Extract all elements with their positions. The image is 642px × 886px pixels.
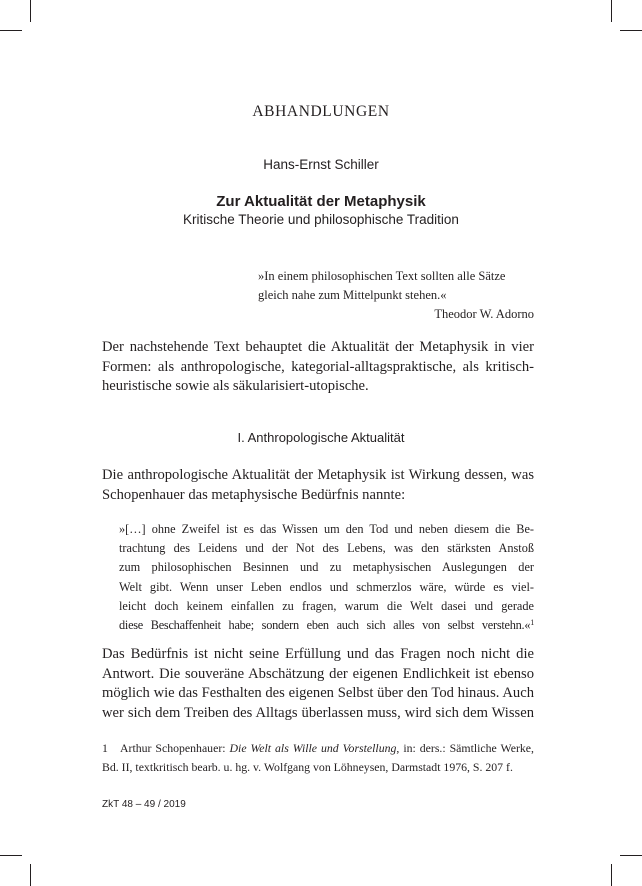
crop-mark-bottom-left-vertical [30,864,31,886]
paragraph-line: Das Bedürfnis ist nicht seine Erfüllung und das Fragen noch nicht die [102,646,534,662]
footnote-reference[interactable]: 1 [530,618,534,628]
body-paragraph [102,466,534,505]
paragraph-line: heuristische sowie als säkularisiert-utopische. [102,378,369,394]
section-title: I. Anthropologische Aktualität [237,430,405,445]
paragraph-line: Die anthropologische Aktualität der Metaphysik ist Wirkung dessen, was [102,467,534,483]
epigraph-attribution: Theodor W. Adorno [434,307,534,321]
epigraph-line: gleich nahe zum Mittelpunkt stehen.« [258,288,447,302]
quote-text: diese Beschaffenheit habe; sondern eben auch sich alles von selbst verstehn.« [119,618,531,633]
block-quote [119,520,534,635]
footnote-line [102,739,534,758]
footnote-text: , in: ders.: Sämtliche Werke, [396,741,534,755]
crop-mark-bottom-left-horizontal [0,855,22,856]
footnote-work-title: Die Welt als Wille und Vorstellung [229,741,397,755]
quote-line: leicht doch keinem einfallen zu fragen, warum die Welt dasei und gerade [119,598,534,613]
crop-mark-bottom-right-vertical [611,864,612,886]
article-title: Zur Aktualität der Metaphysik [216,193,426,210]
crop-mark-top-right-vertical [611,0,612,22]
footnote-author: Arthur Schopenhauer: [120,741,226,755]
article-subtitle: Kritische Theorie und philosophische Tradition [183,212,459,227]
quote-line: »[…] ohne Zweifel ist es das Wissen um den Tod und neben diesem die Be- [119,522,534,536]
epigraph-line: »In einem philosophischen Text sollten alle Sätze [258,269,506,283]
quote-line: zum philosophischen Besinnen und zu metaphysischen Auslegungen der [119,560,534,575]
paragraph-line: Der nachstehende Text behauptet die Aktualität der Metaphysik in vier [102,339,534,355]
paragraph-line: Schopenhauer das metaphysische Bedürfnis nannte: [102,486,406,503]
crop-mark-top-left-vertical [30,0,31,22]
footnote-line: Bd. II, textkritisch bearb. u. hg. v. Wolfgang von Löhneysen, Darmstadt 1976, S. 207 f. [102,760,513,774]
journal-reference: ZkT 48 – 49 / 2019 [102,799,186,810]
quote-line: trachtung des Leidens und der Not des Lebens, was den stärksten Anstoß [119,541,534,556]
quote-line: Welt gibt. Wenn unser Leben endlos und schmerzlos wäre, würde es viel- [119,579,534,594]
quote-line-last [119,616,534,635]
epigraph [258,267,534,324]
article-author: Hans-Ernst Schiller [263,157,379,172]
crop-mark-top-right-horizontal [620,30,642,31]
paragraph-line: Formen: als anthropologische, kategorial-alltagspraktische, als kritisch- [102,358,534,375]
intro-paragraph [102,338,534,397]
section-heading: ABHANDLUNGEN [252,103,390,120]
crop-mark-top-left-horizontal [0,30,22,31]
paragraph-line: möglich wie das Festhalten des eigenen Selbst über den Tod hinaus. Auch [102,685,534,701]
paragraph-line: Antwort. Die souveräne Abschätzung der eigenen Endlichkeit ist ebenso [102,665,534,682]
body-paragraph [102,645,534,723]
crop-mark-bottom-right-horizontal [620,855,642,856]
footnote-number: 1 [102,741,108,755]
footnote [102,739,534,777]
paragraph-line: wer sich dem Treiben des Alltags überlassen muss, wird sich dem Wissen [102,704,534,721]
